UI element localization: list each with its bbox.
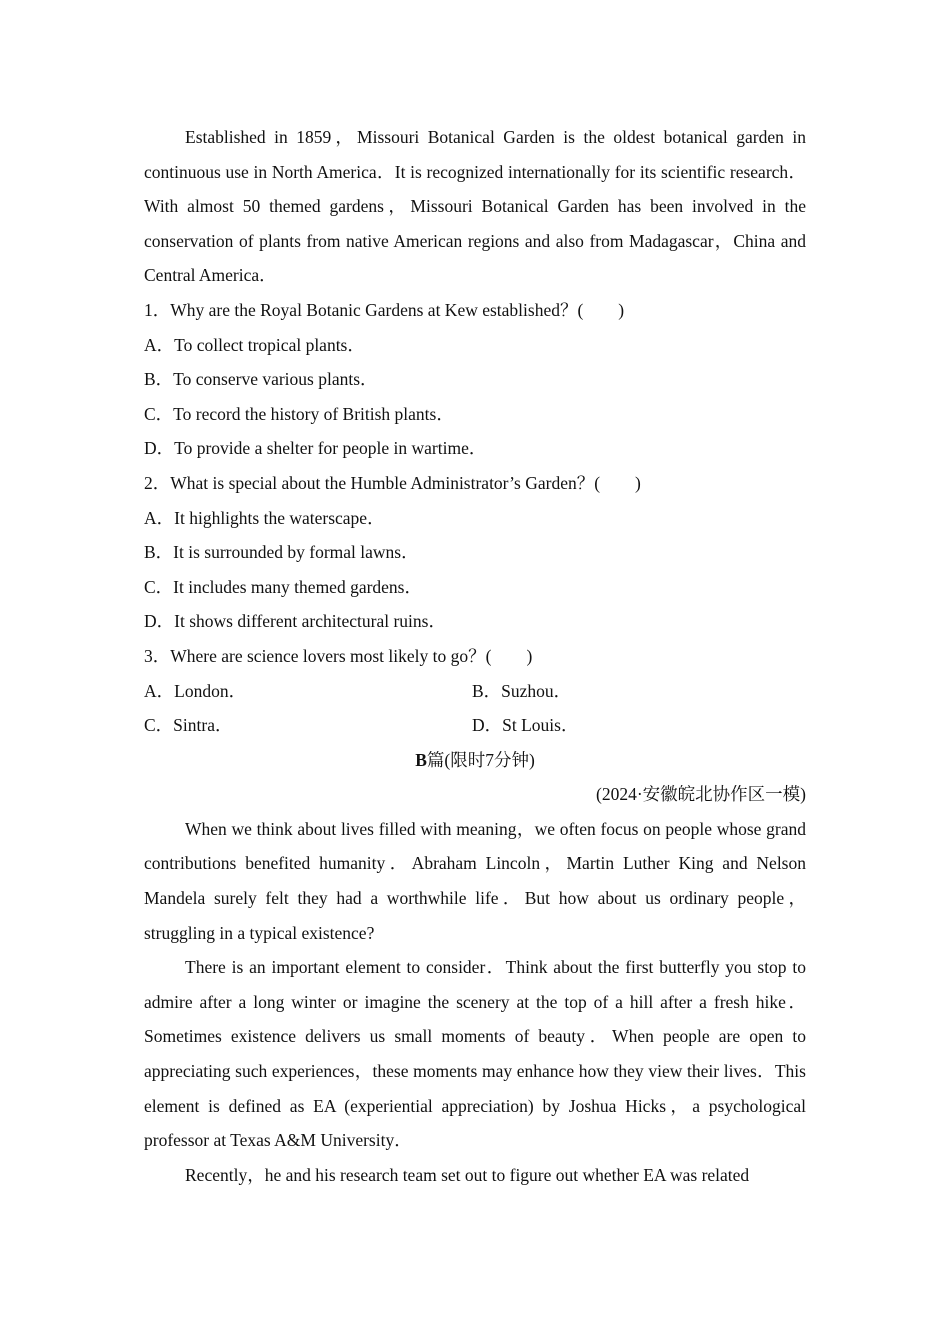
option: C．Sintra． <box>144 715 233 736</box>
option: B．It is surrounded by formal lawns． <box>144 542 419 563</box>
option: A．To collect tropical plants． <box>144 334 365 355</box>
passage-a-paragraph: Established in 1859，Missouri Botanical Garden is the oldest botanical garden in continuous use in North America．It is recognized internationally for its scientific research．With almost 50 themed gardens，Missouri Botanical Garden has been involved in the conservation of plants from native American regions and also from Madagascar，China and Central America． <box>144 127 806 286</box>
passage-b-paragraph: Recently，he and his research team set out to figure out whether EA was related <box>185 1164 750 1185</box>
passage-b-paragraph: There is an important element to consider．Think about the first butterfly you stop to admire after a long winter or imagine the scenery at the top of a hill after a fresh hike．Sometimes existence delivers us small moments of beauty．When people are open to appreciating such experiences，these moments may enhance how they view their lives．This element is defined as EA (experiential appreciation) by Joshua Hicks，a psychological professor at Texas A&M University． <box>144 957 806 1151</box>
question-stem: 1．Why are the Royal Botanic Gardens at Kew established？( ) <box>144 299 625 320</box>
question-stem: 3．Where are science lovers most likely to go？( ) <box>144 645 533 666</box>
section-title: 篇(限时7分钟) <box>426 749 535 770</box>
question-stem: 2．What is special about the Humble Administrator’s Garden？( ) <box>144 472 641 493</box>
question-3 <box>144 639 806 743</box>
option: C．It includes many themed gardens． <box>144 576 422 597</box>
passage-b-paragraph: When we think about lives filled with meaning，we often focus on people whose grand contributions benefited humanity．Abraham Lincoln，Martin Luther King and Nelson Mandela surely felt they had a worthwhile life．But how about us ordinary people，struggling in a typical existence? <box>144 818 806 943</box>
option-row <box>144 674 806 709</box>
option: D．To provide a shelter for people in wartime． <box>144 438 487 459</box>
option: B．To conserve various plants． <box>144 369 378 390</box>
option: D．It shows different architectural ruins． <box>144 611 446 632</box>
section-label: B <box>415 749 427 770</box>
option: A．It highlights the waterscape． <box>144 507 385 528</box>
option: A．London． <box>144 680 247 701</box>
question-2 <box>144 466 806 639</box>
option: D．St Louis． <box>472 715 579 736</box>
question-1 <box>144 293 806 466</box>
section-source: (2024·安徽皖北协作区一模) <box>596 784 806 805</box>
option: B．Suzhou． <box>472 680 572 701</box>
option: C．To record the history of British plants． <box>144 403 454 424</box>
option-row <box>144 708 806 743</box>
section-heading <box>144 743 806 778</box>
document-content <box>144 120 806 1192</box>
